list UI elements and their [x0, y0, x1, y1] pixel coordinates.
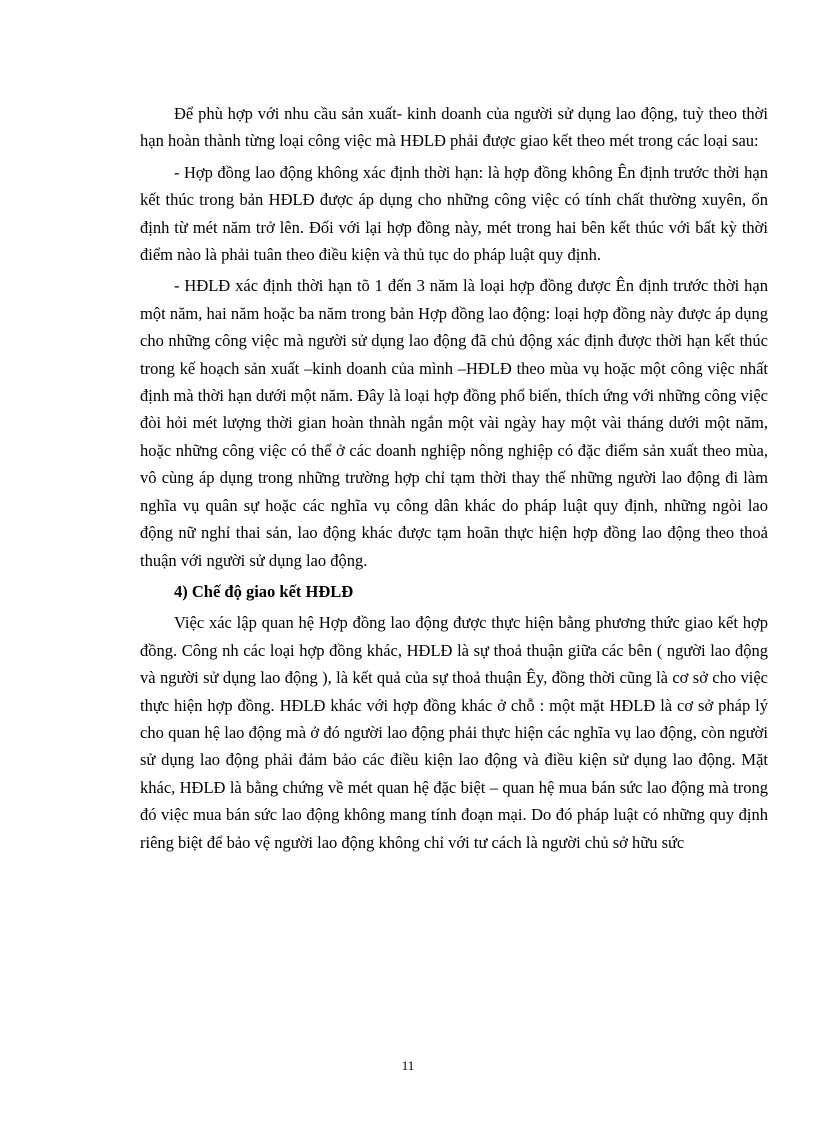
section-heading: 4) Chế độ giao kết HĐLĐ [174, 581, 354, 601]
paragraph-intro: Để phù hợp với nhu cầu sản xuất- kinh doanh của người sử dụng lao động, tuỳ theo thời hạn hoàn thành từng loại công việc mà HĐLĐ phải được giao kết theo mét trong các loại sau: [140, 104, 768, 151]
page-number: 11 [401, 1058, 415, 1073]
paragraph-fixed-term-contract: - HĐLĐ xác định thời hạn tõ 1 đến 3 năm là loại hợp đồng được Ên định trước thời hạn một năm, hai năm hoặc ba năm trong bản Hợp đồng lao động: loại hợp đồng này được áp dụng cho những công việc mà người sử dụng lao động đã chủ động xác định được thời hạn kết thúc trong kế hoạch sản xuất –kinh doanh của mình –HĐLĐ theo mùa vụ hoặc một công việc nhất định mà thời hạn dưới một năm. Đây là loại hợp đồng phổ biến, thích ứng với những công việc đòi hỏi mét lượng thời gian hoàn thnàh ngắn một vài ngày hay một vài tháng dưới một năm, hoặc những công việc có thể ở các doanh nghiệp nông nghiệp có đặc điểm sản xuất theo mùa, vô cùng áp dụng trong những trường hợp chỉ tạm thời thay thế những người lao động đi làm nghĩa vụ quân sự hoặc các nghĩa vụ công dân khác do pháp luật quy định, những ngòi lao động nữ nghỉ thai sản, lao động khác được tạm hoãn thực hiện hợp đồng lao động theo thoả thuận với người sử dụng lao động. [140, 276, 768, 570]
paragraph-indefinite-contract: - Hợp đồng lao động không xác định thời hạn: là hợp đồng không Ên định trước thời hạn kết thúc trong bản HĐLĐ được áp dụng cho những công việc có tính chất thường xuyên, ổn định từ mét năm trở lên. Đối với lại hợp đồng này, mét trong hai bên kết thúc với bất kỳ thời điểm nào là phải tuân theo điều kiện và thủ tục do pháp luật quy định. [140, 162, 768, 265]
paragraph-contract-conclusion: Việc xác lập quan hệ Hợp đồng lao động được thực hiện bằng phương thức giao kết hợp đồng. Công nh các loại hợp đồng khác, HĐLĐ là sự thoả thuận giữa các bên ( người lao động và người sử dụng lao động ), là kết quả của sự thoả thuận Êy, đồng thời cũng là cơ sở cho việc thực hiện hợp đồng. HĐLĐ khác với hợp đồng khác ở chỗ : một mặt HĐLĐ là cơ sở pháp lý cho quan hệ lao động mà ở đó người lao động phải thực hiện các nghĩa vụ lao động, còn người sử dụng lao động phải đảm bảo các điều kiện lao động và điều kiện sử dụng lao động. Mặt khác, HĐLĐ là bằng chứng về mét quan hệ đặc biệt – quan hệ mua bán sức lao động mà trong đó việc mua bán sức lao động không mang tính đoạn mại. Do đó pháp luật có những quy định riêng biệt để bảo vệ người lao động không chỉ với tư cách là người chủ sở hữu sức [140, 613, 768, 852]
body-text [140, 100, 768, 860]
